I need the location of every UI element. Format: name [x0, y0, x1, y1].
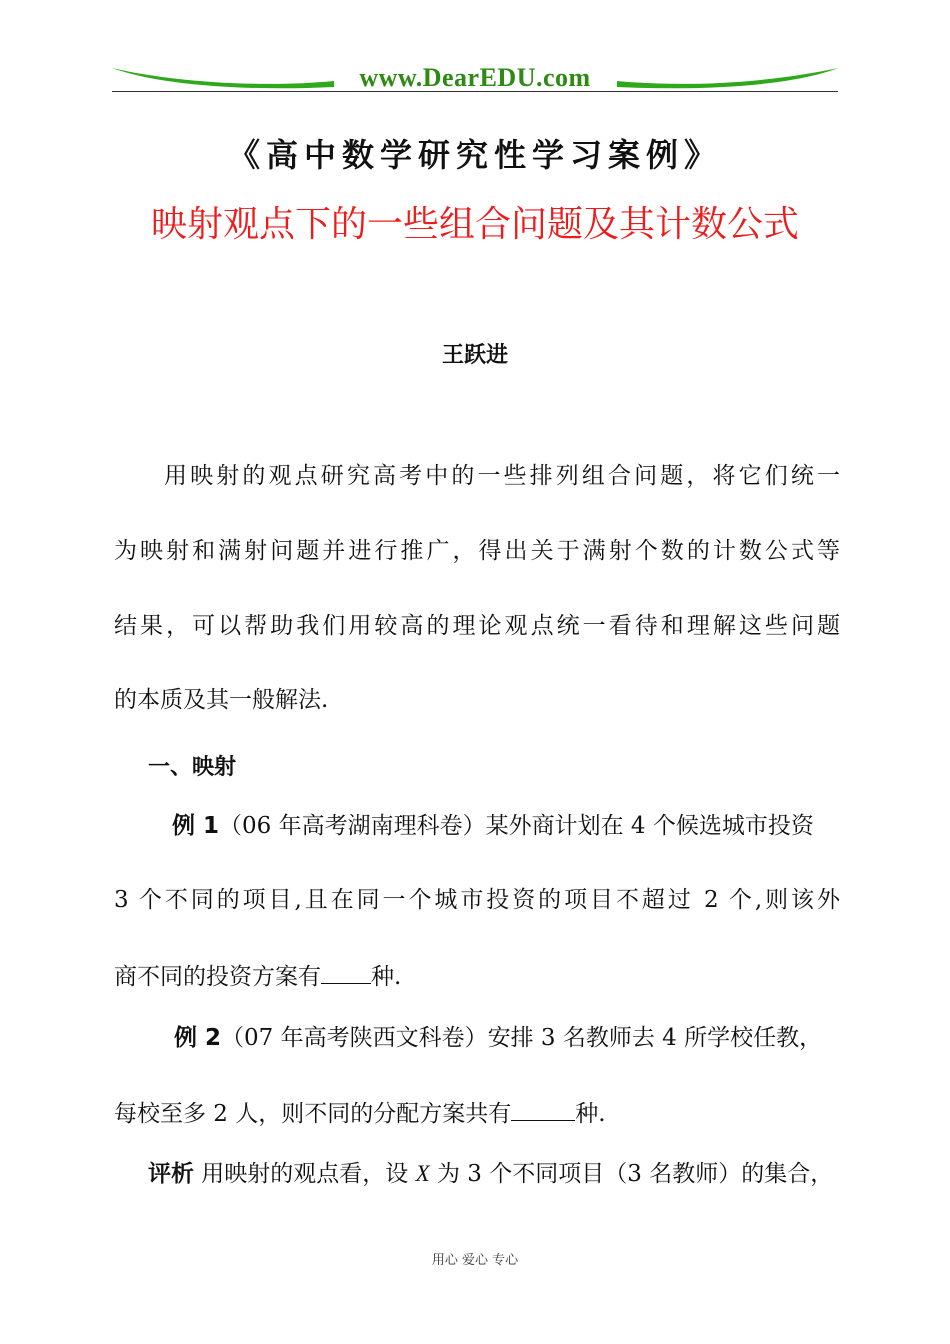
- header-rule: [112, 91, 838, 92]
- intro-line-4: 的本质及其一般解法.: [114, 687, 329, 713]
- right-swoosh: [617, 68, 838, 88]
- intro-line-3: 结果，可以帮助我们用较高的理论观点统一看待和理解这些问题: [114, 613, 840, 639]
- footer-motto: 用心 爱心 专心: [431, 1253, 519, 1268]
- example-2-text-2a: 每校至多 2 人，则不同的分配方案共有: [114, 1101, 512, 1127]
- example-1-line-2: 3 个不同的项目,且在同一个城市投资的项目不超过 2 个,则该外: [114, 887, 840, 913]
- author-name: 王跃进: [441, 343, 508, 368]
- series-title: 《高中数学研究性学习案例》: [227, 136, 722, 174]
- main-title: 映射观点下的一些组合问题及其计数公式: [150, 204, 799, 245]
- analysis-text-b: 为 3 个不同项目（3 名教师）的集合，: [429, 1161, 834, 1187]
- example-2-text-1: （07 年高考陕西文科卷）安排 3 名教师去 4 所学校任教，: [221, 1025, 823, 1051]
- analysis-line: [148, 1160, 840, 1188]
- example-2-text-2b: 种.: [575, 1101, 606, 1127]
- analysis-var: X: [415, 1161, 430, 1186]
- analysis-text-a: 用映射的观点看，设: [194, 1161, 416, 1187]
- example-2-line-2: [114, 1098, 840, 1128]
- analysis-label: 评析: [148, 1161, 194, 1187]
- site-url-logo[interactable]: www.DearEDU.com: [359, 63, 591, 92]
- example-1-label: 例 1: [172, 813, 220, 839]
- example-1-line-3: [114, 961, 840, 991]
- intro-line-2: 为映射和满射问题并进行推广，得出关于满射个数的计数公式等: [114, 538, 840, 564]
- example-1-text-3b: 种.: [371, 964, 402, 990]
- left-swoosh: [112, 68, 334, 88]
- example-2-label: 例 2: [174, 1025, 222, 1051]
- example-2-line-1: [174, 1024, 840, 1052]
- answer-blank-2[interactable]: [511, 1098, 575, 1121]
- answer-blank-1[interactable]: [321, 961, 371, 984]
- example-1-text-3a: 商不同的投资方案有: [114, 964, 321, 990]
- example-1-line-1: [172, 812, 840, 840]
- intro-line-1: 用映射的观点研究高考中的一些排列组合问题，将它们统一: [164, 463, 840, 489]
- example-1-text-1: （06 年高考湖南理科卷）某外商计划在 4 个候选城市投资: [219, 813, 814, 839]
- section-heading: 一、映射: [148, 755, 237, 780]
